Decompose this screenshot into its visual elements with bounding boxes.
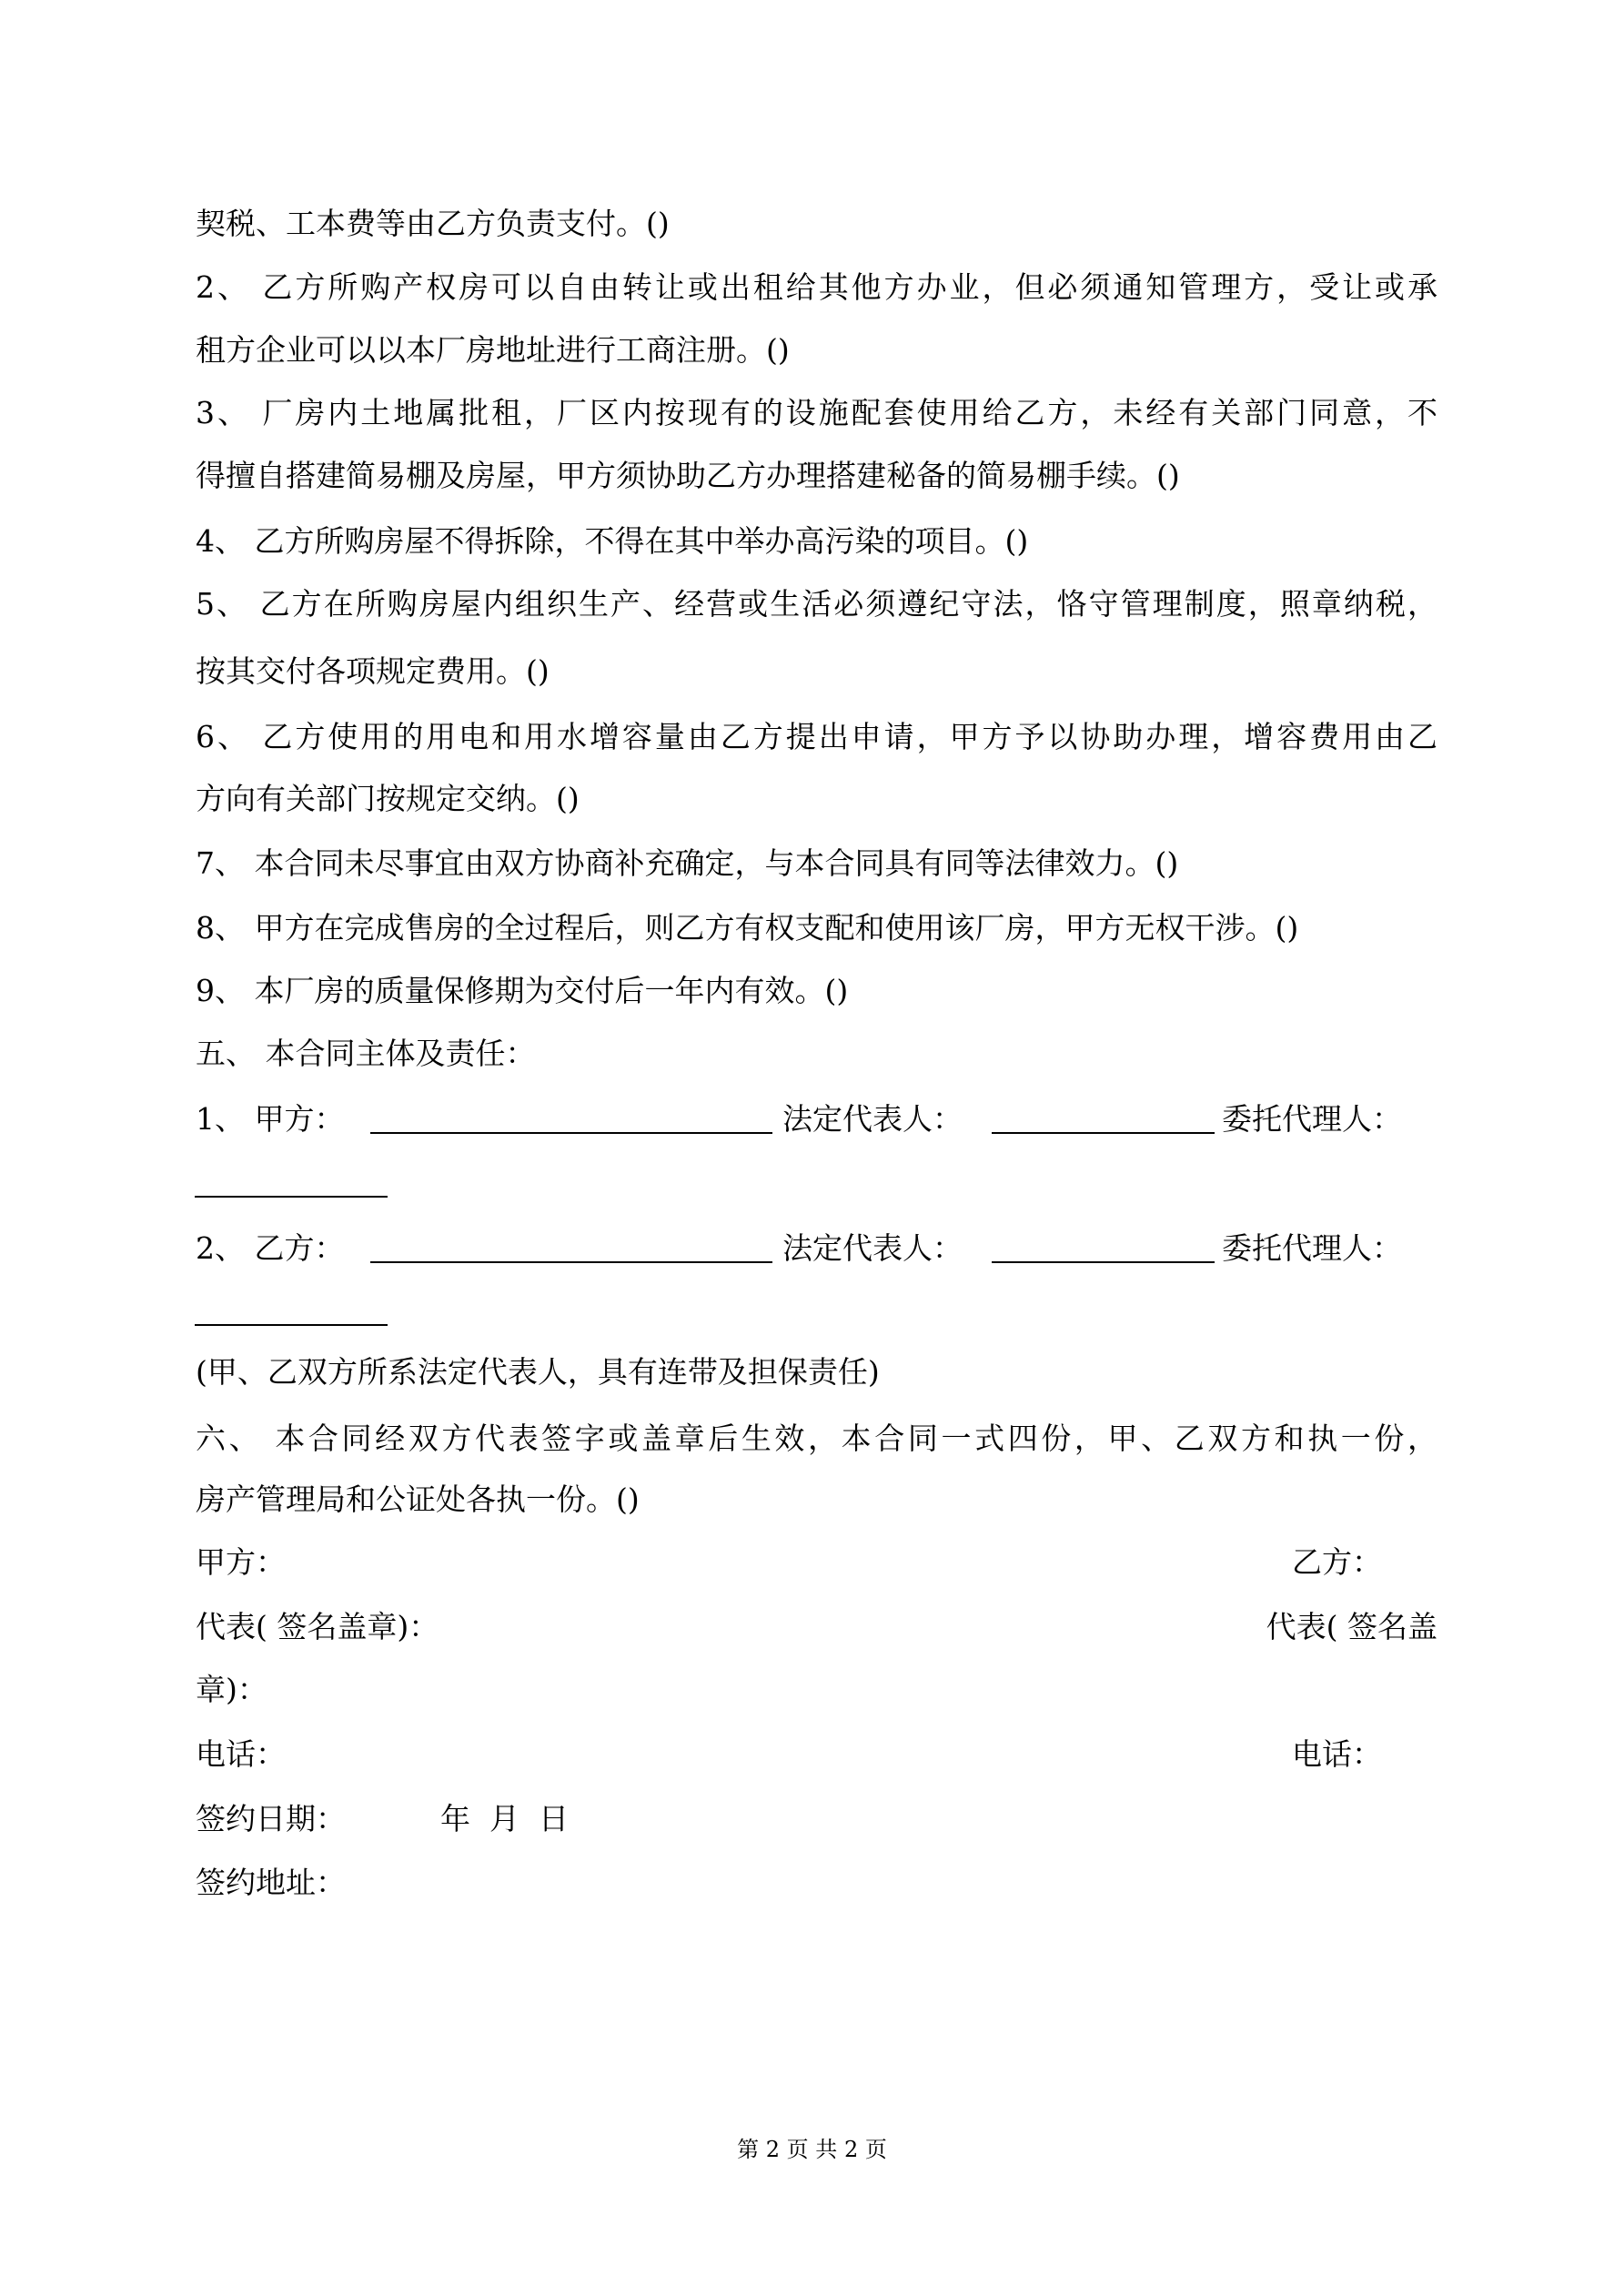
- party-a-name-blank[interactable]: [370, 1132, 772, 1134]
- clause-line: 按其交付各项规定费用。(): [196, 653, 550, 689]
- clause-line: 2、 乙方所购产权房可以自由转让或出租给其他方办业，但必须通知管理方，受让或承: [196, 269, 1437, 305]
- legal-rep-label: 法定代表人：: [782, 1230, 963, 1266]
- clause-line: 得擅自搭建简易棚及房屋，甲方须协助乙方办理搭建秘备的简易棚手续。(): [196, 458, 1180, 493]
- clause-line: 5、 乙方在所购房屋内组织生产、经营或生活必须遵纪守法，恪守管理制度，照章纳税，: [196, 586, 1437, 622]
- section-heading: 五、 本合同主体及责任：: [196, 1036, 536, 1071]
- clause-line: 房产管理局和公证处各执一份。(): [196, 1482, 640, 1517]
- phone-a: 电话：: [196, 1736, 286, 1772]
- party-a-label: 1、 甲方：: [196, 1101, 345, 1137]
- clause-line: 租方企业可以以本厂房地址进行工商注册。(): [196, 332, 790, 368]
- page-footer: 第 2 页 共 2 页: [737, 2137, 887, 2162]
- agent-blank[interactable]: [195, 1196, 388, 1198]
- sign-address-label: 签约地址：: [196, 1865, 346, 1900]
- sign-party-a: 甲方：: [196, 1544, 286, 1580]
- party-b-name-blank[interactable]: [370, 1261, 772, 1263]
- clause-line: 9、 本厂房的质量保修期为交付后一年内有效。(): [196, 973, 849, 1008]
- clause-line: 6、 乙方使用的用电和用水增容量由乙方提出申请，甲方予以协助办理，增容费用由乙: [196, 719, 1437, 754]
- clause-line: 4、 乙方所购房屋不得拆除，不得在其中举办高污染的项目。(): [196, 523, 1029, 559]
- sign-party-b: 乙方：: [1292, 1544, 1382, 1580]
- legal-rep-label: 法定代表人：: [782, 1101, 963, 1137]
- clause-line: 7、 本合同未尽事宜由双方协商补充确定，与本合同具有同等法律效力。(): [196, 845, 1179, 881]
- sign-date-label: 签约日期：: [196, 1801, 346, 1836]
- clause-line: 8、 甲方在完成售房的全过程后，则乙方有权支配和使用该厂房，甲方无权干涉。(): [196, 910, 1299, 946]
- clause-line: 契税、工本费等由乙方负责支付。(): [196, 206, 670, 241]
- legal-rep-blank[interactable]: [992, 1261, 1215, 1263]
- sign-date-value: 年 月 日: [440, 1801, 569, 1836]
- sign-rep-b: 代表( 签名盖: [1266, 1609, 1437, 1644]
- party-b-label: 2、 乙方：: [196, 1230, 345, 1266]
- agent-label: 委托代理人：: [1222, 1101, 1402, 1137]
- sign-rep-a: 代表( 签名盖章)：: [196, 1609, 439, 1644]
- clause-line: 六、 本合同经双方代表签字或盖章后生效，本合同一式四份，甲、乙双方和执一份，: [196, 1421, 1437, 1456]
- agent-blank[interactable]: [195, 1324, 388, 1326]
- agent-label: 委托代理人：: [1222, 1230, 1402, 1266]
- liability-note: (甲、乙双方所系法定代表人，具有连带及担保责任): [196, 1354, 880, 1390]
- phone-b: 电话：: [1292, 1736, 1382, 1772]
- sign-rep-b-cont: 章)：: [196, 1672, 267, 1707]
- legal-rep-blank[interactable]: [992, 1132, 1215, 1134]
- clause-line: 3、 厂房内土地属批租，厂区内按现有的设施配套使用给乙方，未经有关部门同意，不: [196, 395, 1437, 430]
- clause-line: 方向有关部门按规定交纳。(): [196, 781, 580, 816]
